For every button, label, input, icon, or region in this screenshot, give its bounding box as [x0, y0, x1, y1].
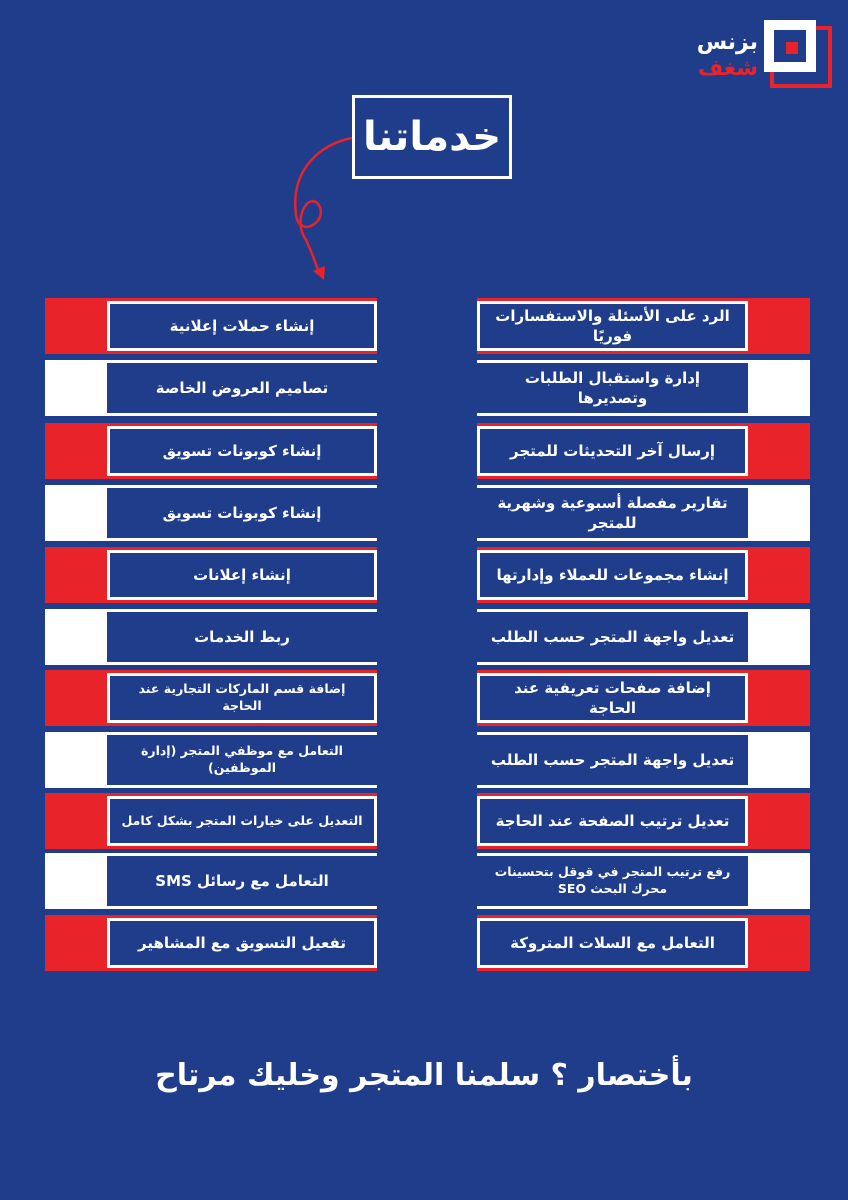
- service-row-right-10: [477, 853, 810, 909]
- service-label: تفعيل التسويق مع المشاهير: [107, 918, 377, 968]
- service-row-right-6: [477, 609, 810, 665]
- service-row-left-7: [45, 670, 377, 726]
- service-label: إنشاء إعلانات: [107, 550, 377, 600]
- service-row-left-10: [45, 853, 377, 909]
- service-row-left-4: [45, 485, 377, 541]
- service-label: تعديل ترتيب الصفحة عند الحاجة: [477, 796, 748, 846]
- service-label: التعديل على خيارات المتجر بشكل كامل: [107, 796, 377, 846]
- service-row-left-5: [45, 547, 377, 603]
- service-label: إنشاء مجموعات للعملاء وإدارتها: [477, 550, 748, 600]
- service-label: إنشاء حملات إعلانية: [107, 301, 377, 351]
- brand-mark-icon: [764, 20, 832, 88]
- service-label: إضافة صفحات تعريفية عند الحاجة: [477, 673, 748, 723]
- service-label: التعامل مع رسائل SMS: [107, 856, 377, 906]
- service-label: إنشاء كوبونات تسويق: [107, 488, 377, 538]
- service-label: إضافة قسم الماركات التجارية عند الحاجة: [107, 673, 377, 723]
- service-row-right-8: [477, 732, 810, 788]
- service-label: إدارة واستقبال الطلبات وتصديرها: [477, 363, 748, 413]
- service-label: تعديل واجهة المتجر حسب الطلب: [477, 735, 748, 785]
- service-row-left-8: [45, 732, 377, 788]
- brand-name: [688, 20, 758, 80]
- service-row-left-11: [45, 915, 377, 971]
- service-row-right-1: [477, 298, 810, 354]
- service-row-left-2: [45, 360, 377, 416]
- service-row-right-11: [477, 915, 810, 971]
- service-row-right-2: [477, 360, 810, 416]
- service-label: الرد على الأسئلة والاستفسارات فوريًا: [477, 301, 748, 351]
- page-title: خدماتنا: [352, 95, 512, 179]
- service-label: التعامل مع السلات المتروكة: [477, 918, 748, 968]
- service-row-left-1: [45, 298, 377, 354]
- decorative-arrow-icon: [280, 130, 370, 290]
- service-row-right-9: [477, 793, 810, 849]
- service-row-right-5: [477, 547, 810, 603]
- service-row-left-9: [45, 793, 377, 849]
- service-label: التعامل مع موظفي المتجر (إدارة الموظفين): [107, 735, 377, 785]
- service-row-right-7: [477, 670, 810, 726]
- brand-logo: [688, 20, 832, 92]
- service-label: تعديل واجهة المتجر حسب الطلب: [477, 612, 748, 662]
- footer-tagline: بأختصار ؟ سلمنا المتجر وخليك مرتاح: [155, 1058, 693, 1093]
- service-label: إنشاء كوبونات تسويق: [107, 426, 377, 476]
- service-label: تصاميم العروض الخاصة: [107, 363, 377, 413]
- service-row-right-4: [477, 485, 810, 541]
- service-row-left-6: [45, 609, 377, 665]
- brand-name-line1: بزنس: [696, 30, 758, 55]
- service-label: تقارير مفصلة أسبوعية وشهرية للمتجر: [477, 488, 748, 538]
- brand-name-line2: شغف: [697, 56, 758, 81]
- service-label: إرسال آخر التحديثات للمتجر: [477, 426, 748, 476]
- service-label: ربط الخدمات: [107, 612, 377, 662]
- service-row-right-3: [477, 423, 810, 479]
- service-row-left-3: [45, 423, 377, 479]
- service-label: رفع ترتيب المتجر في قوقل بتحسينات محرك البحث SEO: [477, 856, 748, 906]
